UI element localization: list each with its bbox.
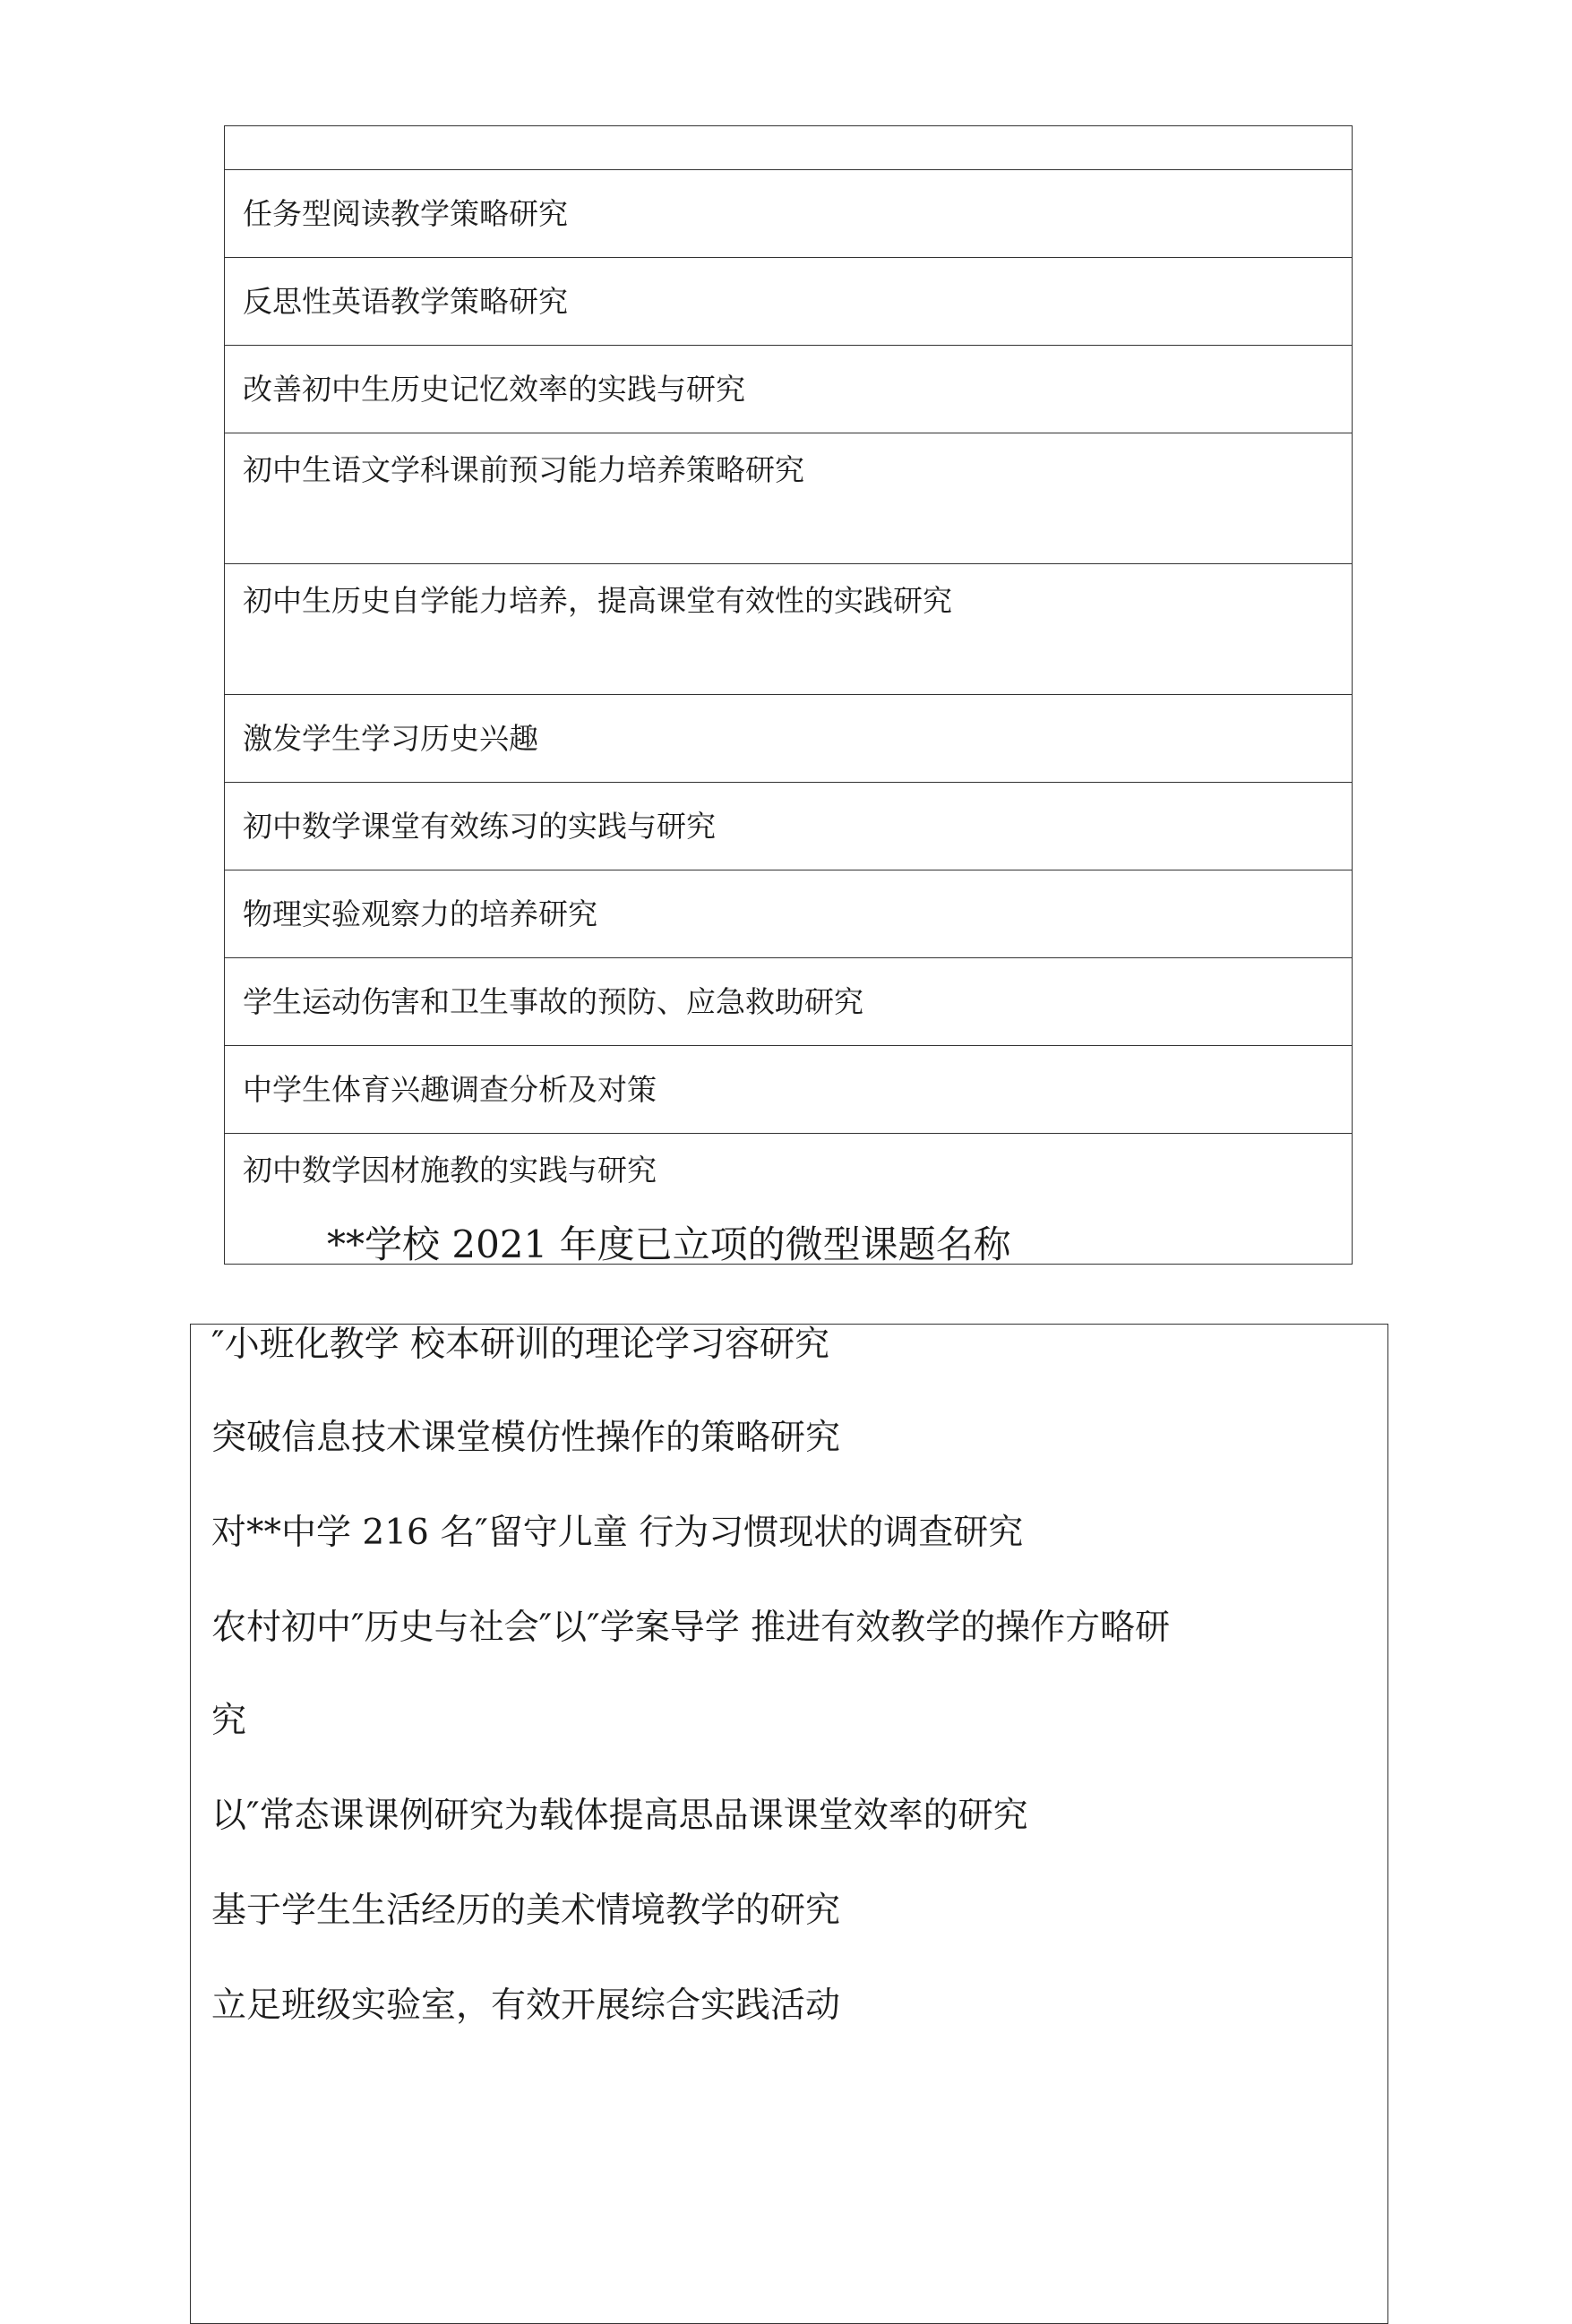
table-cell: 初中生语文学科课前预习能力培养策略研究 <box>225 433 1353 564</box>
table-cell: 物理实验观察力的培养研究 <box>225 870 1353 958</box>
section-caption: **学校 2021 年度已立项的微型课题名称 <box>327 1222 1011 1266</box>
table-cell: 任务型阅读教学策略研究 <box>225 170 1353 258</box>
list-item: 基于学生生活经历的美术情境教学的研究 <box>211 1891 841 1931</box>
list-item: 突破信息技术课堂模仿性操作的策略研究 <box>211 1418 841 1458</box>
research-topics-table <box>224 125 1353 1265</box>
table-row <box>225 695 1353 783</box>
table-cell: 初中数学因材施教的实践与研究 <box>225 1134 1353 1265</box>
table-row <box>225 170 1353 258</box>
table-cell: 中学生体育兴趣调查分析及对策 <box>225 1046 1353 1134</box>
table-cell: 反思性英语教学策略研究 <box>225 258 1353 346</box>
table-row <box>225 958 1353 1046</box>
table-row <box>225 433 1353 564</box>
list-item: 对**中学 216 名″留守儿童 行为习惯现状的调查研究 <box>211 1513 1024 1553</box>
table-row <box>225 870 1353 958</box>
table-cell: 激发学生学习历史兴趣 <box>225 695 1353 783</box>
table-row <box>225 783 1353 870</box>
list-item: 立足班级实验室，有效开展综合实践活动 <box>211 1985 841 2026</box>
list-item: 农村初中″历史与社会″以″学案导学 推进有效教学的操作方略研 <box>211 1608 1171 1648</box>
micro-topics-box <box>190 1324 1388 2324</box>
list-item: 究 <box>211 1701 247 1741</box>
table-row <box>225 126 1353 170</box>
table-cell: 学生运动伤害和卫生事故的预防、应急救助研究 <box>225 958 1353 1046</box>
table-cell: 改善初中生历史记忆效率的实践与研究 <box>225 346 1353 433</box>
table-cell: 初中数学课堂有效练习的实践与研究 <box>225 783 1353 870</box>
table-cell <box>225 126 1353 170</box>
table-row <box>225 258 1353 346</box>
table-cell: 初中生历史自学能力培养，提高课堂有效性的实践研究 <box>225 564 1353 695</box>
list-item: 以″常态课课例研究为载体提高思品课课堂效率的研究 <box>211 1796 1028 1836</box>
table-row <box>225 564 1353 695</box>
table-row <box>225 1046 1353 1134</box>
table-row <box>225 346 1353 433</box>
list-item: ″小班化教学 校本研训的理论学习容研究 <box>211 1325 829 1365</box>
